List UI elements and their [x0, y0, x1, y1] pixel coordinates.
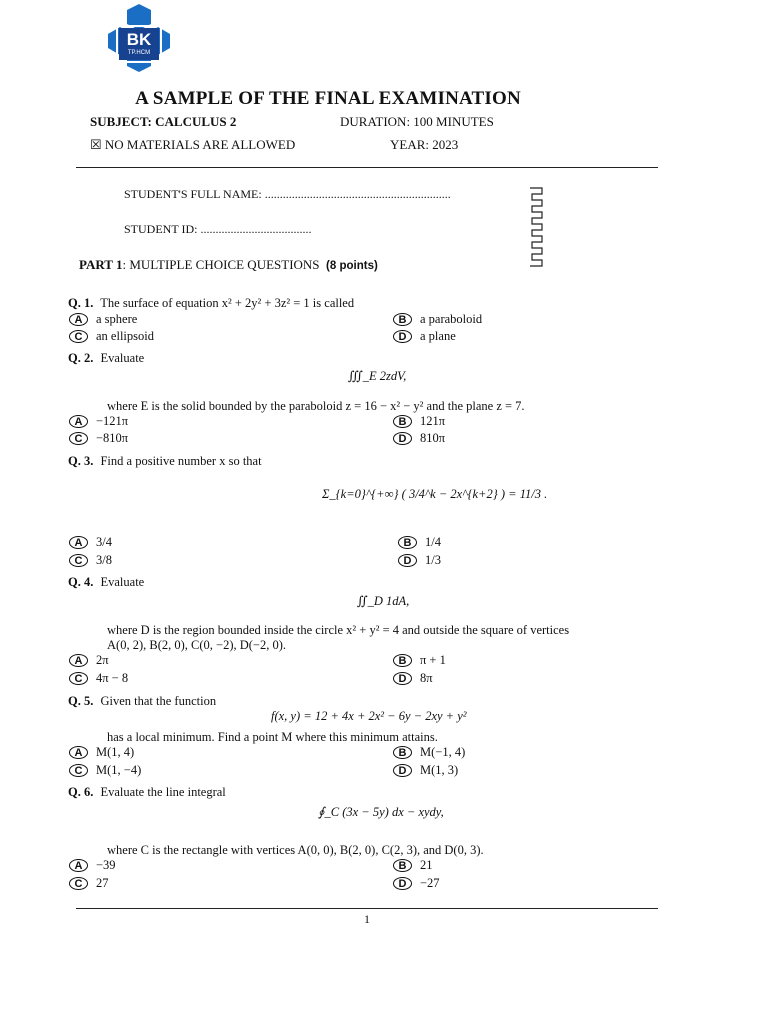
duration-label: DURATION: 100 MINUTES: [340, 114, 494, 129]
option-text: 3/4: [96, 535, 112, 549]
option-text: −39: [96, 858, 116, 872]
question-number: Q. 1.: [68, 296, 94, 310]
option-6a[interactable]: [69, 857, 116, 874]
option-3b[interactable]: [398, 534, 441, 551]
student-id-field: STUDENT ID: .....................................: [124, 222, 312, 236]
option-letter: A: [69, 536, 88, 549]
option-letter: B: [393, 415, 412, 428]
question-6: [68, 784, 226, 800]
option-text: 1/3: [425, 553, 441, 567]
question-number: Q. 2.: [68, 351, 94, 365]
part-points: (8 points): [326, 260, 378, 272]
option-text: a paraboloid: [420, 312, 483, 326]
question-text: Given that the function: [100, 694, 217, 708]
option-6d[interactable]: [393, 875, 440, 892]
question-context: where C is the rectangle with vertices A(0, 0), B(2, 0), C(2, 3), and D(0, 3).: [107, 843, 484, 857]
option-text: a plane: [420, 329, 456, 343]
option-1c[interactable]: [69, 328, 154, 345]
option-letter: B: [398, 536, 417, 549]
option-5b[interactable]: [393, 744, 465, 761]
option-letter: D: [398, 554, 417, 567]
option-letter: D: [393, 330, 412, 343]
option-text: 810π: [420, 431, 446, 445]
option-3d[interactable]: [398, 552, 441, 569]
part-1-heading: [79, 257, 378, 273]
question-text: Evaluate the line integral: [100, 785, 226, 799]
question-5: [68, 693, 216, 709]
option-2a[interactable]: [69, 413, 128, 430]
option-1b[interactable]: [393, 311, 482, 328]
formula: f(x, y) = 12 + 4x + 2x² − 6y − 2xy + y²: [271, 709, 467, 723]
option-4b[interactable]: [393, 652, 446, 669]
option-letter: C: [69, 330, 88, 343]
option-6c[interactable]: [69, 875, 109, 892]
option-text: 2π: [96, 653, 109, 667]
question-context: where E is the solid bounded by the paraboloid z = 16 − x² − y² and the plane z = 7.: [107, 399, 525, 413]
logo-subtext: TP.HCM: [127, 50, 151, 56]
option-1a[interactable]: [69, 311, 137, 328]
option-letter: C: [69, 432, 88, 445]
student-name-field: STUDENT'S FULL NAME: ..............................................................: [124, 187, 451, 201]
option-letter: B: [393, 654, 412, 667]
option-4a[interactable]: [69, 652, 109, 669]
question-2: [68, 350, 144, 366]
option-5d[interactable]: [393, 762, 458, 779]
question-4: [68, 574, 144, 590]
option-text: 121π: [420, 414, 446, 428]
question-number: Q. 5.: [68, 694, 94, 708]
option-text: 4π − 8: [96, 671, 129, 685]
option-text: 21: [420, 858, 433, 872]
question-number: Q. 4.: [68, 575, 94, 589]
subject-label: SUBJECT: CALCULUS 2: [90, 114, 237, 129]
option-text: 8π: [420, 671, 433, 685]
option-text: M(−1, 4): [420, 745, 466, 759]
page-number: 1: [364, 912, 370, 926]
question-text: The surface of equation x² + 2y² + 3z² = 1 is called: [100, 296, 355, 310]
option-letter: A: [69, 746, 88, 759]
option-letter: C: [69, 764, 88, 777]
question-context: where D is the region bounded inside the circle x² + y² = 4 and outside the square of vertices: [107, 623, 570, 637]
option-letter: D: [393, 672, 412, 685]
option-3a[interactable]: [69, 534, 112, 551]
question-context-2: A(0, 2), B(2, 0), C(0, −2), D(−2, 0).: [107, 638, 287, 652]
option-letter: B: [393, 313, 412, 326]
option-letter: D: [393, 432, 412, 445]
option-text: −121π: [96, 414, 129, 428]
materials-label: ☒ NO MATERIALS ARE ALLOWED: [90, 137, 296, 152]
option-1d[interactable]: [393, 328, 456, 345]
option-3c[interactable]: [69, 552, 112, 569]
university-logo: [98, 4, 180, 78]
score-box-icon: [528, 186, 544, 268]
option-text: 3/8: [96, 553, 112, 567]
question-number: Q. 3.: [68, 454, 94, 468]
part-label: PART 1: [79, 257, 123, 272]
question-text: Find a positive number x so that: [100, 454, 262, 468]
part-title: : MULTIPLE CHOICE QUESTIONS: [122, 257, 320, 272]
option-text: M(1, 4): [96, 745, 135, 759]
option-letter: A: [69, 313, 88, 326]
formula: ∬_D 1dA,: [357, 594, 410, 608]
year-label: YEAR: 2023: [390, 137, 459, 152]
option-letter: C: [69, 877, 88, 890]
option-text: an ellipsoid: [96, 329, 154, 343]
formula: ∮_C (3x − 5y) dx − xydy,: [318, 805, 444, 819]
question-context: has a local minimum. Find a point M where this minimum attains.: [107, 730, 438, 744]
option-letter: A: [69, 859, 88, 872]
option-letter: D: [393, 877, 412, 890]
option-2b[interactable]: [393, 413, 445, 430]
option-letter: A: [69, 654, 88, 667]
option-letter: A: [69, 415, 88, 428]
option-2c[interactable]: [69, 430, 128, 447]
option-text: −27: [420, 876, 440, 890]
question-text: Evaluate: [100, 351, 145, 365]
formula: ∭_E 2zdV,: [348, 369, 407, 383]
question-1: [68, 295, 354, 311]
option-4d[interactable]: [393, 670, 433, 687]
question-text: Evaluate: [100, 575, 145, 589]
logo-text: BK: [126, 30, 152, 49]
option-5a[interactable]: [69, 744, 134, 761]
option-letter: B: [393, 859, 412, 872]
option-6b[interactable]: [393, 857, 433, 874]
option-text: 1/4: [425, 535, 441, 549]
option-text: −810π: [96, 431, 129, 445]
formula: Σ_{k=0}^{+∞} ( 3/4^k − 2x^{k+2} ) = 11/3 .: [322, 487, 548, 501]
option-text: M(1, 3): [420, 763, 459, 777]
option-text: π + 1: [420, 653, 446, 667]
option-letter: B: [393, 746, 412, 759]
option-5c[interactable]: [69, 762, 141, 779]
option-2d[interactable]: [393, 430, 445, 447]
option-letter: C: [69, 554, 88, 567]
option-text: 27: [96, 876, 109, 890]
footer-divider: [76, 908, 658, 909]
option-text: a sphere: [96, 312, 138, 326]
question-3: [68, 453, 262, 469]
option-letter: D: [393, 764, 412, 777]
option-text: M(1, −4): [96, 763, 142, 777]
exam-title: A SAMPLE OF THE FINAL EXAMINATION: [135, 88, 521, 109]
question-number: Q. 6.: [68, 785, 94, 799]
header-divider: [76, 167, 658, 168]
option-letter: C: [69, 672, 88, 685]
option-4c[interactable]: [69, 670, 128, 687]
